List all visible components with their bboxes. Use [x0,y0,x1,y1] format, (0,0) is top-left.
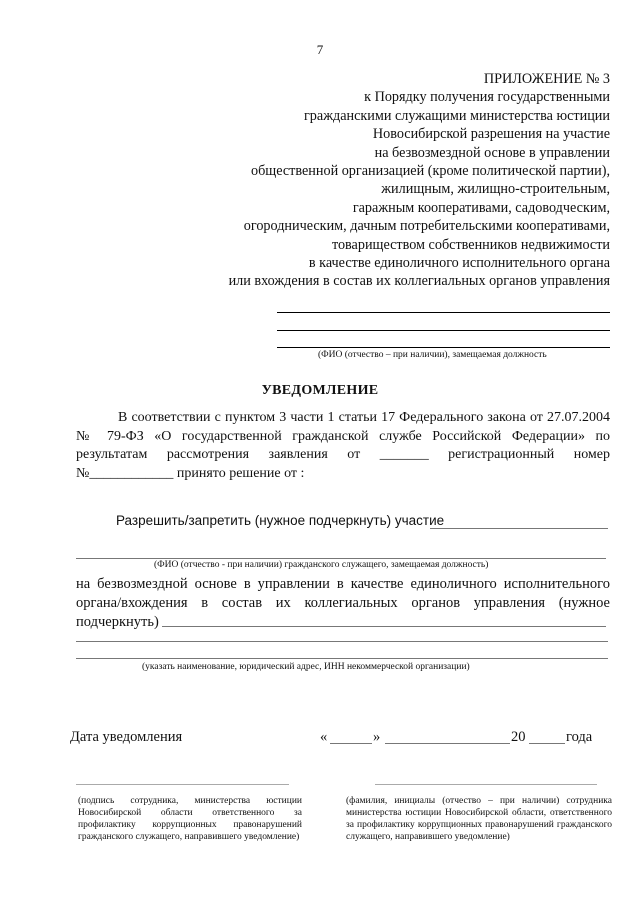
org-caption: (указать наименование, юридический адрес, ИНН некоммерческой организации) [142,662,470,672]
left-signature-caption: (подпись сотрудника, министерства юстиции Новосибирской области ответственного за профилактику коррупционных правонарушений гражданского служащего, направившего уведомление) [78,796,302,842]
date-year-suffix: года [566,729,593,745]
date-day-line[interactable] [330,743,372,744]
appendix-line: гаражным кооперативами, садоводческим, [352,199,610,216]
intro-line-4: №____________ принято решение от : [76,466,305,482]
addressee-line-2[interactable] [277,330,610,331]
page-number: 7 [316,42,324,57]
appendix-line: огородническим, дачным потребительскими кооперативами, [243,218,610,235]
permit-fill-line[interactable] [430,528,608,529]
intro-line-3: результатам рассмотрения заявления от _______ регистрационный номер [76,447,610,463]
employee-caption: (ФИО (отчество - при наличии) гражданского служащего, замещаемая должность) [154,560,489,570]
intro-line-2: № 79-ФЗ «О государственной гражданской службе Российской Федерации» по [76,428,610,444]
appendix-line: общественной организацией (кроме политической партии), [251,163,610,180]
right-signature-line[interactable] [375,784,597,785]
appendix-line: или вхождения в состав их коллегиальных органов управления [228,273,610,290]
intro-line-1: В соответствии с пунктом 3 части 1 статьи 17 Федерального закона от 27.07.2004 [118,410,610,425]
body-text: на безвозмездной основе в управлении в качестве единоличного исполнительного органа/вхождения в состав их коллегиальных органов управления (нужное подчеркнуть) [76,576,610,630]
appendix-line: к Порядку получения государственными [364,89,610,106]
addressee-caption: (ФИО (отчество – при наличии), замещаемая должность [318,350,547,360]
date-open-quote: « [320,729,328,745]
appendix-line: Новосибирской разрешения на участие [372,126,610,143]
appendix-line: в качестве единоличного исполнительного органа [308,255,610,272]
org-fill-line-3[interactable] [76,658,608,659]
addressee-line-1[interactable] [277,312,610,313]
appendix-line: жилищным, жилищно-строительным, [381,181,610,198]
date-year-line[interactable] [529,743,565,744]
date-close-quote: » [373,729,381,745]
permit-line: Разрешить/запретить (нужное подчеркнуть) участие [116,513,445,528]
date-month-line[interactable] [385,743,510,744]
addressee-line-3[interactable] [277,347,610,348]
left-signature-line[interactable] [76,784,289,785]
date-year-prefix: 20 [511,729,526,745]
appendix-title: ПРИЛОЖЕНИЕ № 3 [483,71,610,87]
employee-fill-line[interactable] [76,558,606,559]
appendix-line: гражданскими служащими министерства юстиции [303,107,610,124]
org-fill-line-1[interactable] [162,626,606,627]
date-label: Дата уведомления [70,729,183,745]
intro-paragraph [76,409,610,484]
appendix-line: на безвозмездной основе в управлении [374,144,610,161]
appendix-line: товариществом собственников недвижимости [331,236,610,253]
appendix-header [229,70,610,291]
right-signature-caption: (фамилия, инициалы (отчество – при наличии) сотрудника министерства юстиции Новосибирской области, ответственного за профилактику коррупционных правонарушений гражданского служащего, направившего уведомление) [346,796,612,842]
org-fill-line-2[interactable] [76,641,608,642]
document-heading: УВЕДОМЛЕНИЕ [261,383,379,398]
